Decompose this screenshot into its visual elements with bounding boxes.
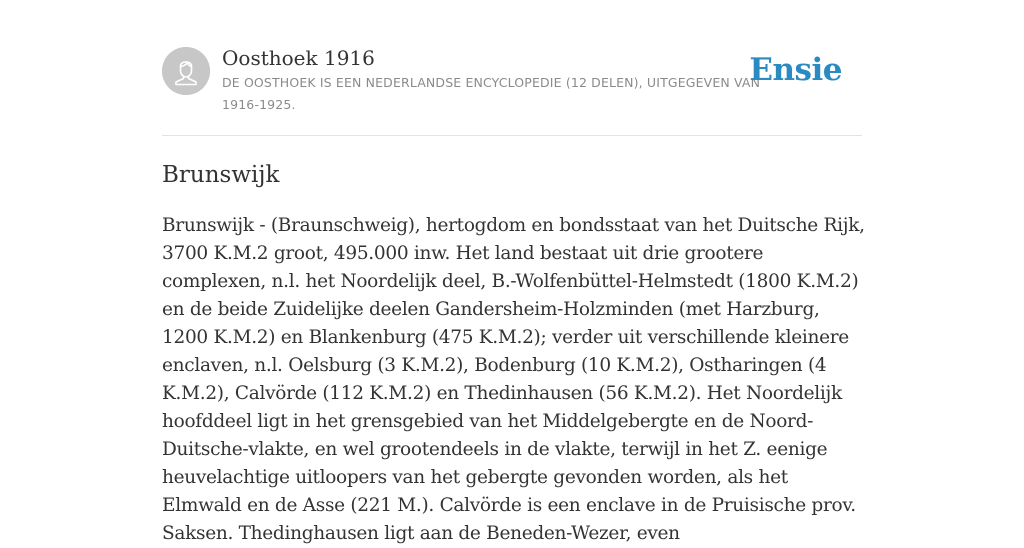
source-title[interactable]: Oosthoek 1916 bbox=[222, 46, 375, 70]
page-content bbox=[162, 0, 865, 544]
source-header bbox=[162, 46, 862, 116]
brand-logo[interactable]: Ensie bbox=[749, 52, 842, 88]
source-description: DE OOSTHOEK IS EEN NEDERLANDSE ENCYCLOPEDIE (12 DELEN), UITGEGEVEN VAN 1916-1925. bbox=[222, 75, 761, 112]
avatar[interactable] bbox=[162, 47, 210, 95]
entry-title: Brunswijk bbox=[162, 162, 280, 188]
user-icon bbox=[162, 47, 210, 95]
header-divider bbox=[162, 135, 862, 136]
entry-body: Brunswijk - (Braunschweig), hertogdom en bondsstaat van het Duitsche Rijk, 3700 K.M.2 groot, 495.000 inw. Het land bestaat uit drie grootere complexen, n.l. het Noordelijk deel, B.-Wolfenbüttel-Helmstedt (1800 K.M.2) en de beide Zuidelijke deelen Gandersheim-Holzminden (met Harzburg, 1200 K.M.2) en Blankenburg (475 K.M.2); verder uit verschillende kleinere enclaven, n.l. Oelsburg (3 K.M.2), Bodenburg (10 K.M.2), Ostharingen (4 K.M.2), Calvörde (112 K.M.2) en Thedinhausen (56 K.M.2). Het Noordelijk hoofddeel ligt in het grensgebied van het Middelgebergte en de Noord-Duitsche-vlakte, en wel grootendeels in de vlakte, terwijl in het Z. eenige heuvelachtige uitloopers van het gebergte gevonden worden, als het Elmwald en de Asse (221 M.). Calvörde is een enclave in de Pruisische prov. Saksen. Thedinghausen ligt aan de Beneden-Wezer, even bbox=[162, 215, 865, 544]
